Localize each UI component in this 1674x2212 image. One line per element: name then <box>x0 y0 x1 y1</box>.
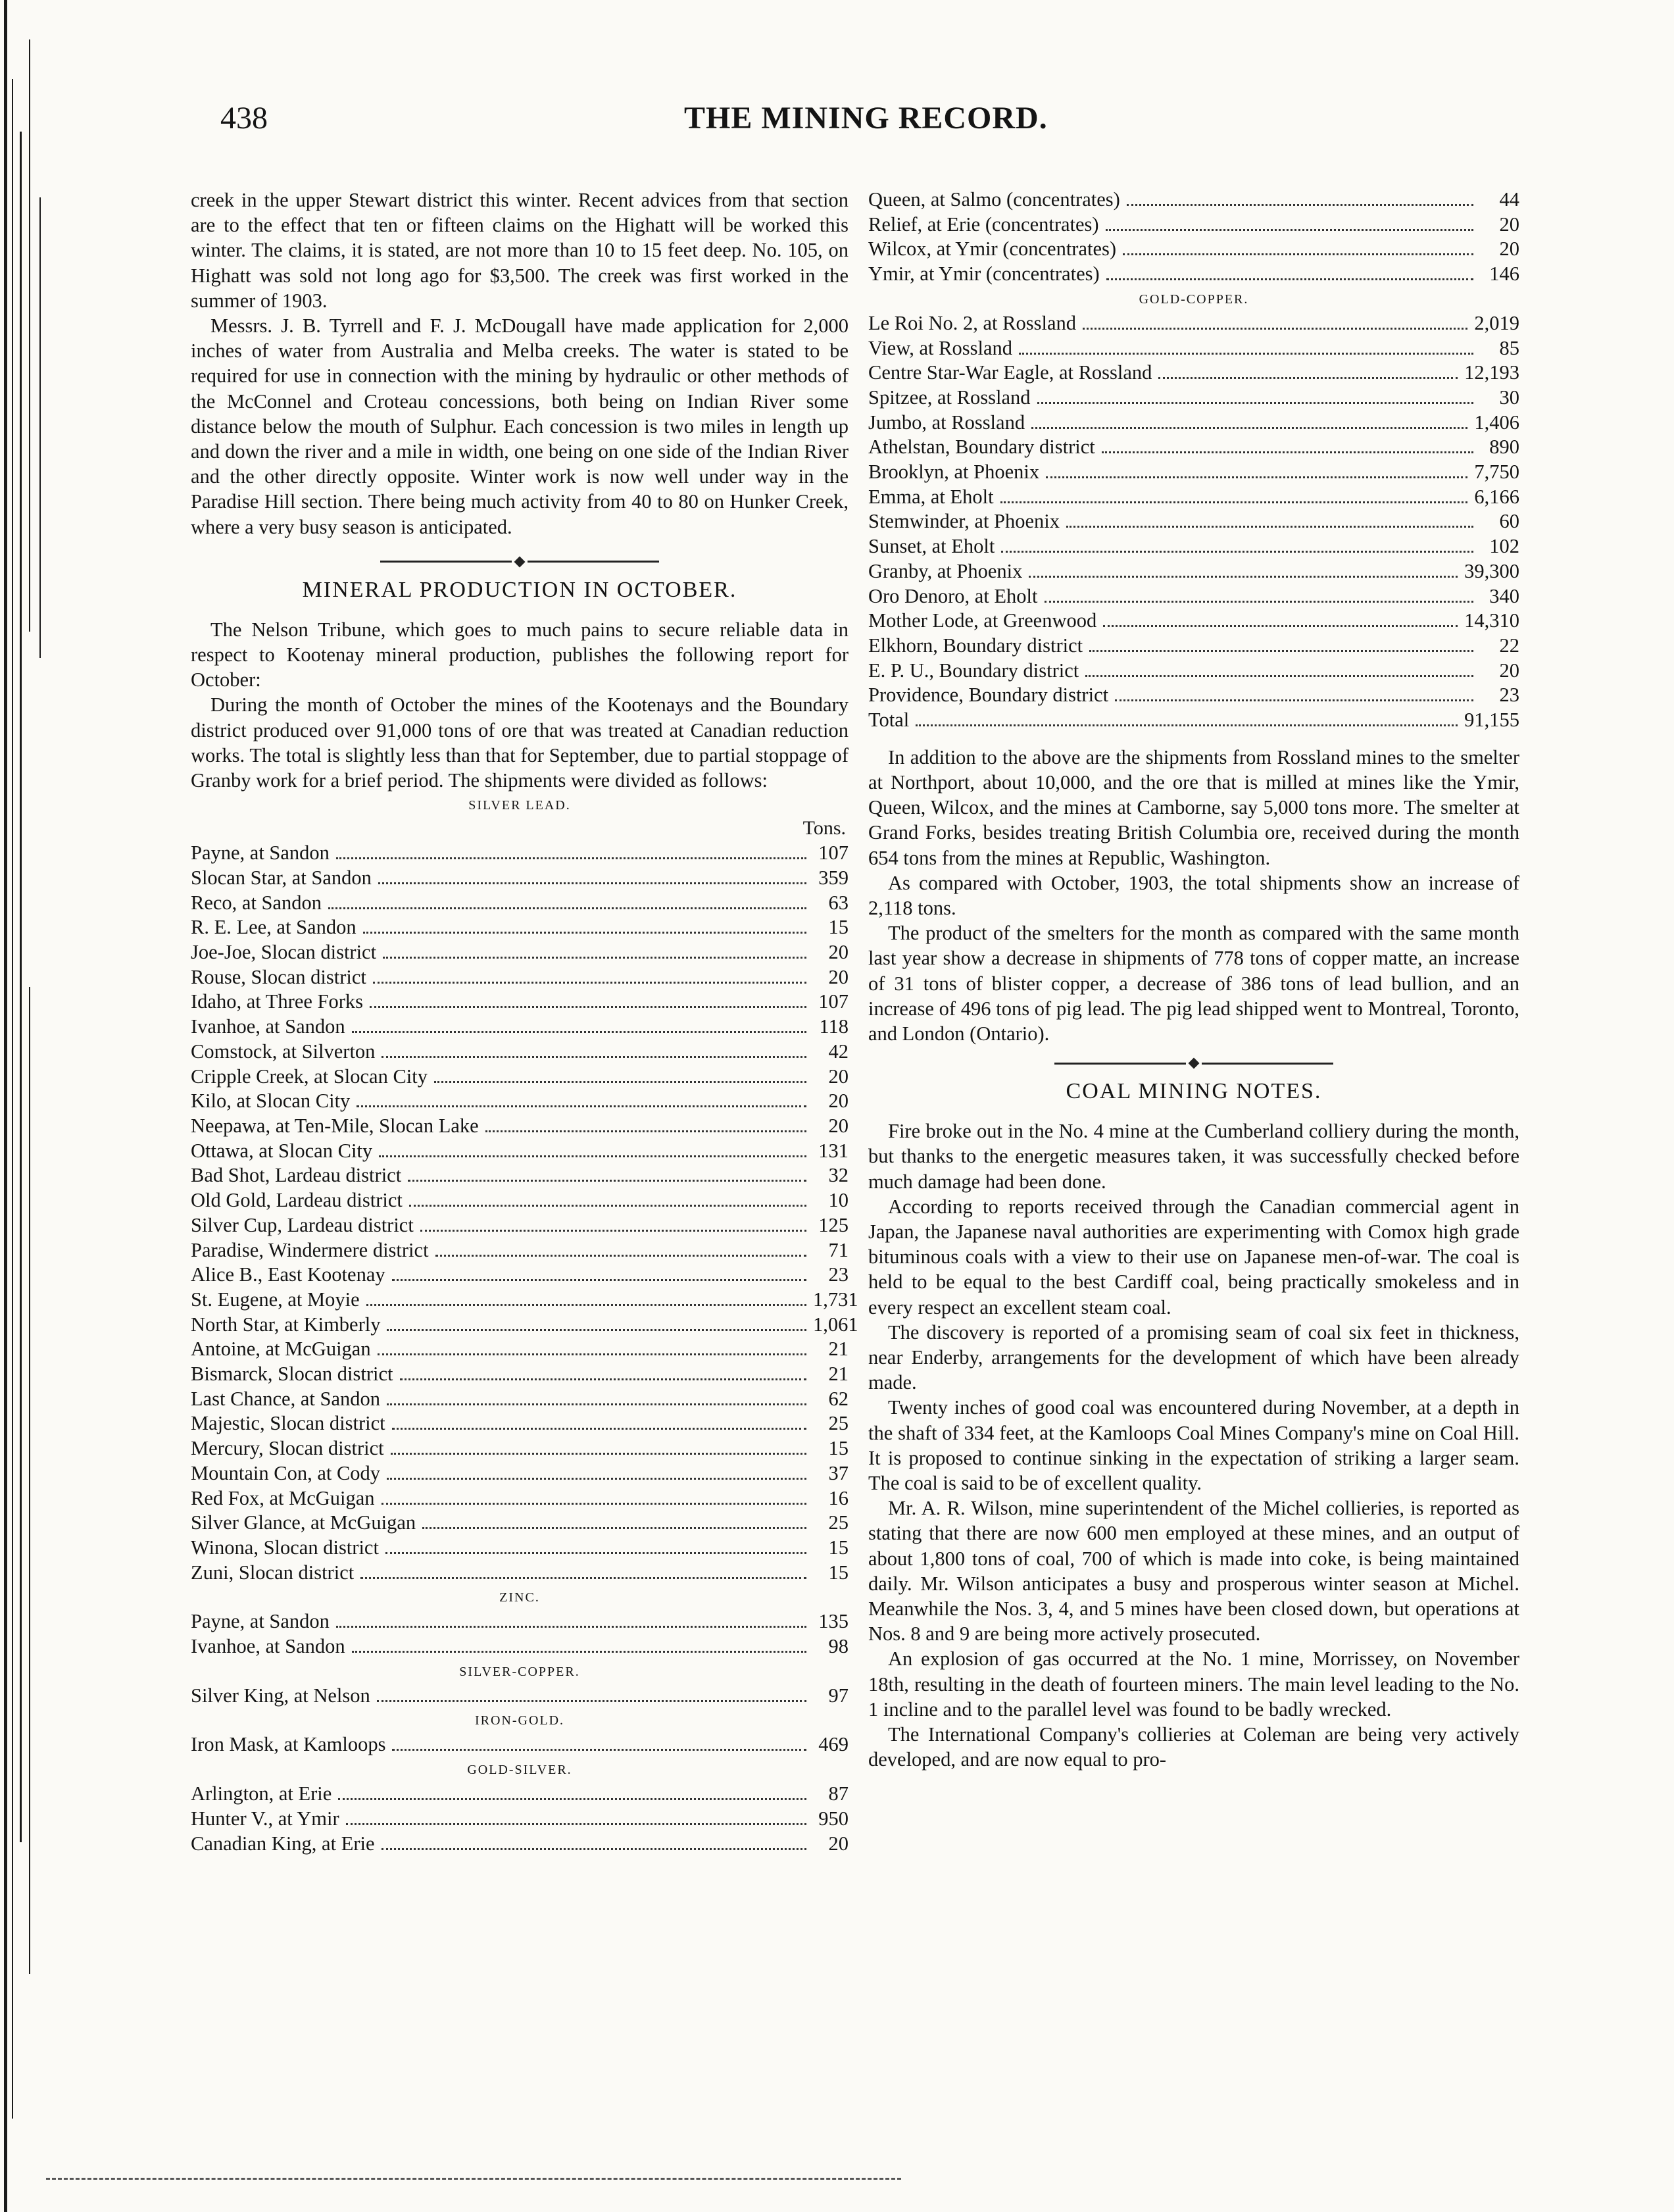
table-row <box>191 1486 849 1511</box>
mine-name: Winona, Slocan district <box>191 1536 379 1559</box>
mine-name: Centre Star-War Eagle, at Rossland <box>868 361 1152 384</box>
paragraph: creek in the upper Stewart district this winter. Recent advices from that section are to the effect that ten or fifteen claims on the Highatt will be worked this winter. The claims, it is stated, are not more than 10 to 15 feet deep. No. 105, on Highatt was sold not long ago for $3,500. The creek was first worked in the summer of 1903. <box>191 189 849 312</box>
mine-name: Stemwinder, at Phoenix <box>868 510 1060 533</box>
tons-value: 359 <box>818 866 849 889</box>
table-row <box>868 311 1519 336</box>
mine-name: Majestic, Slocan district <box>191 1412 385 1435</box>
mine-name: Elkhorn, Boundary district <box>868 634 1083 657</box>
mine-name: Zuni, Slocan district <box>191 1561 355 1584</box>
tons-value: 146 <box>1489 263 1519 286</box>
mine-name: Red Fox, at McGuigan <box>191 1486 375 1509</box>
table-row <box>868 659 1519 684</box>
tons-value: 62 <box>828 1387 849 1410</box>
tons-value: 20 <box>828 965 849 988</box>
tons-value: 20 <box>828 1065 849 1088</box>
tons-value: 23 <box>828 1263 849 1286</box>
table-row <box>868 509 1519 534</box>
category-heading: GOLD-SILVER. <box>467 1763 572 1778</box>
table-row <box>191 866 849 891</box>
table-row <box>191 841 849 866</box>
tons-value: 469 <box>818 1733 849 1756</box>
table-row <box>868 559 1519 584</box>
table-row <box>191 1782 849 1807</box>
shipment-table <box>191 1782 849 1856</box>
paragraph: The discovery is reported of a promising seam of coal six feet in thickness, near Enderby, arrangements for the development of which have been already made. <box>868 1320 1519 1394</box>
tons-value: 14,310 <box>1464 609 1519 632</box>
tons-value: 340 <box>1489 584 1519 607</box>
mine-name: Oro Denoro, at Eholt <box>868 584 1038 607</box>
left-column <box>191 188 858 1856</box>
tons-value: 39,300 <box>1464 559 1519 582</box>
tons-value: 22 <box>1499 634 1519 657</box>
mine-name: Payne, at Sandon <box>191 842 330 865</box>
mine-name: Alice B., East Kootenay <box>191 1263 385 1286</box>
tons-value: 71 <box>828 1238 849 1261</box>
mine-name: Mercury, Slocan district <box>191 1437 384 1460</box>
mine-name: Last Chance, at Sandon <box>191 1387 380 1410</box>
tons-value: 16 <box>828 1486 849 1509</box>
table-row <box>191 1263 849 1288</box>
mine-name: Old Gold, Lardeau district <box>191 1189 403 1212</box>
paragraph: During the month of October the mines of the Kootenays and the Boundary district produced over 91,000 tons of ore that was treated at Canadian reduction works. The total is slightly less than that for September, due to partial stoppage of Granby work for a brief period. The shipments were divided as follows: <box>191 693 849 792</box>
mine-name: Ymir, at Ymir (concentrates) <box>868 263 1100 286</box>
mine-name: R. E. Lee, at Sandon <box>191 916 357 939</box>
table-row <box>191 1436 849 1461</box>
table-row <box>191 1188 849 1213</box>
category-heading: SILVER-COPPER. <box>459 1664 580 1679</box>
table-row <box>191 1238 849 1263</box>
table-row <box>868 634 1519 659</box>
mine-name: Silver Cup, Lardeau district <box>191 1213 414 1236</box>
paragraph: In addition to the above are the shipments from Rossland mines to the smelter at Northport, about 10,000, and the ore that is milled at mines like the Ymir, Queen, Wilcox, and the mines at Camborne, say 5,000 tons more. The smelter at Grand Forks, besides treating British Columbia ore, received during the month 654 tons from the mines at Republic, Washington. <box>868 745 1519 869</box>
tons-value: 20 <box>828 1090 849 1113</box>
mine-name: Sunset, at Eholt <box>868 535 995 558</box>
paragraph: Messrs. J. B. Tyrrell and F. J. McDougall have made application for 2,000 inches of water from Australia and Melba creeks. The water is stated to be required for use in connection with the mining by hydraulic or other methods of the McConnel and Croteau concessions, both being on Indian River some distance below the mouth of Sulphur. Each concession is two miles in length up and down the river and a mile in width, one being on one side of the Indian River and the other directly opposite. Winter work is now well under way in the Paradise Hill section. There being much activity from 40 to 80 on Hunker Creek, where a very busy season is anticipated. <box>191 314 849 538</box>
table-row <box>868 609 1519 634</box>
total-row <box>868 708 1519 733</box>
table-row <box>191 1561 849 1586</box>
shipment-table <box>191 1609 849 1659</box>
mine-name: Ivanhoe, at Sandon <box>191 1635 345 1658</box>
table-row <box>191 1288 858 1313</box>
table-row <box>191 1684 849 1709</box>
table-row <box>868 435 1519 460</box>
shipment-table <box>191 1684 849 1709</box>
tons-value: 135 <box>818 1610 849 1633</box>
table-row <box>191 1732 849 1757</box>
table-row <box>191 1163 849 1188</box>
mine-name: Providence, Boundary district <box>868 684 1109 707</box>
total-label: Total <box>868 709 910 732</box>
paragraph: As compared with October, 1903, the total shipments show an increase of 2,118 tons. <box>868 871 1519 919</box>
tons-value: 102 <box>1489 535 1519 558</box>
section-title: MINERAL PRODUCTION IN OCTOBER. <box>302 577 737 602</box>
tons-value: 37 <box>828 1461 849 1484</box>
table-row <box>191 1337 849 1362</box>
table-row <box>868 386 1519 411</box>
table-row <box>191 1536 849 1561</box>
paragraph: The product of the smelters for the month as compared with the same month last year show a decrease in shipments of 778 tons of copper matte, an increase of 31 tons of blister copper, a decrease of 386 tons of lead bullion, and an increase of 496 tons of pig lead. The pig lead shipped went to Montreal, Toronto, and London (Ontario). <box>868 922 1519 1045</box>
mine-name: Hunter V., at Ymir <box>191 1807 339 1830</box>
mine-name: St. Eugene, at Moyie <box>191 1288 360 1311</box>
mine-name: Payne, at Sandon <box>191 1610 330 1633</box>
table-row <box>191 1634 849 1659</box>
table-row <box>868 336 1519 361</box>
mine-name: Canadian King, at Erie <box>191 1832 375 1855</box>
paragraph: An explosion of gas occurred at the No. 1 mine, Morrissey, on November 18th, resulting in the death of fourteen miners. The main level leading to the No. 1 incline and to the parallel level was found to be badly wrecked. <box>868 1647 1519 1721</box>
category-heading: GOLD-COPPER. <box>1139 291 1249 307</box>
mine-name: Wilcox, at Ymir (concentrates) <box>868 238 1117 261</box>
mine-name: Silver King, at Nelson <box>191 1684 370 1707</box>
tons-value: 21 <box>828 1338 849 1361</box>
tons-value: 25 <box>828 1412 849 1435</box>
mine-name: Mother Lode, at Greenwood <box>868 609 1097 632</box>
paragraph: The International Company's collieries at Coleman are being very actively developed, and are now equal to pro- <box>868 1723 1519 1771</box>
mine-name: Bad Shot, Lardeau district <box>191 1164 402 1187</box>
tons-value: 23 <box>1499 684 1519 707</box>
tons-value: 6,166 <box>1474 485 1519 508</box>
mine-name: Reco, at Sandon <box>191 891 322 914</box>
table-row <box>868 683 1519 708</box>
mine-name: North Star, at Kimberly <box>191 1313 381 1336</box>
tons-value: 2,019 <box>1474 311 1519 334</box>
tons-value: 98 <box>828 1635 849 1658</box>
page-number: 438 <box>220 101 268 136</box>
mine-name: Rouse, Slocan district <box>191 965 366 988</box>
table-row <box>868 213 1519 238</box>
tons-column-header: Tons. <box>802 817 846 840</box>
tons-value: 107 <box>818 990 849 1013</box>
table-row <box>868 584 1519 609</box>
mine-name: Comstock, at Silverton <box>191 1040 376 1063</box>
section-divider <box>191 549 849 575</box>
mine-name: Silver Glance, at McGuigan <box>191 1511 416 1534</box>
table-row <box>868 485 1519 510</box>
paragraph: According to reports received through the Canadian commercial agent in Japan, the Japanese naval authorities are experimenting with Comox high grade bituminous coals with a view to their use on Japanese men-of-war. The coal is held to be equal to the best Cardiff coal, being practically smokeless and in every respect an excellent steam coal. <box>868 1195 1519 1319</box>
table-row <box>868 237 1519 262</box>
mine-name: Neepawa, at Ten-Mile, Slocan Lake <box>191 1115 479 1137</box>
table-row <box>191 965 849 990</box>
tons-value: 12,193 <box>1464 361 1519 384</box>
table-row <box>868 361 1519 386</box>
tons-value: 10 <box>828 1189 849 1212</box>
tons-value: 1,061 <box>813 1313 858 1336</box>
table-row <box>191 1213 849 1238</box>
scan-edge <box>0 0 53 2212</box>
table-row <box>191 1040 849 1065</box>
tons-value: 950 <box>818 1807 849 1830</box>
mine-name: Ivanhoe, at Sandon <box>191 1015 345 1038</box>
table-row <box>191 1511 849 1536</box>
shipment-table <box>868 188 1519 287</box>
tons-value: 125 <box>818 1213 849 1236</box>
table-row <box>868 262 1519 287</box>
table-row <box>191 940 849 965</box>
table-row <box>191 1089 849 1114</box>
table-row <box>868 188 1519 213</box>
table-row <box>191 1411 849 1436</box>
mine-name: E. P. U., Boundary district <box>868 659 1079 682</box>
mine-name: Queen, at Salmo (concentrates) <box>868 188 1120 211</box>
table-row <box>191 1609 849 1634</box>
table-row <box>191 990 849 1015</box>
tons-value: 15 <box>828 916 849 939</box>
tons-value: 131 <box>818 1139 849 1162</box>
category-heading: ZINC. <box>499 1590 540 1605</box>
tons-value: 20 <box>828 941 849 964</box>
tons-value: 85 <box>1499 336 1519 359</box>
right-column <box>868 188 1519 1772</box>
mine-name: Antoine, at McGuigan <box>191 1338 371 1361</box>
tons-value: 20 <box>828 1832 849 1855</box>
paragraph: The Nelson Tribune, which goes to much pains to secure reliable data in respect to Kootenay mineral production, publishes the following report for October: <box>191 618 849 691</box>
mine-name: Kilo, at Slocan City <box>191 1090 351 1113</box>
paragraph: Fire broke out in the No. 4 mine at the Cumberland colliery during the month, but thanks to the energetic measures taken, it was successfully checked before much damage had been done. <box>868 1120 1519 1193</box>
mine-name: Paradise, Windermere district <box>191 1238 429 1261</box>
mine-name: Le Roi No. 2, at Rossland <box>868 311 1076 334</box>
mine-name: Jumbo, at Rossland <box>868 411 1025 434</box>
tons-value: 15 <box>828 1536 849 1559</box>
mine-name: Ottawa, at Slocan City <box>191 1139 373 1162</box>
mine-name: Iron Mask, at Kamloops <box>191 1733 386 1756</box>
table-row <box>191 1139 849 1164</box>
mine-name: Granby, at Phoenix <box>868 559 1023 582</box>
tons-value: 7,750 <box>1474 461 1519 484</box>
tons-value: 44 <box>1499 188 1519 211</box>
tons-value: 20 <box>1499 213 1519 236</box>
total-table <box>868 708 1519 733</box>
mine-name: Slocan Star, at Sandon <box>191 866 372 889</box>
mine-name: Athelstan, Boundary district <box>868 436 1095 459</box>
tons-value: 118 <box>819 1015 849 1038</box>
scan-bottom-rule <box>46 2178 901 2180</box>
tons-value: 97 <box>828 1684 849 1707</box>
table-row <box>191 1313 858 1338</box>
tons-value: 20 <box>828 1115 849 1137</box>
table-row <box>191 915 849 940</box>
mine-name: Bismarck, Slocan district <box>191 1363 393 1386</box>
tons-value: 20 <box>1499 238 1519 261</box>
tons-value: 60 <box>1499 510 1519 533</box>
category-heading: IRON-GOLD. <box>474 1713 565 1728</box>
tons-value: 1,731 <box>813 1288 858 1311</box>
tons-value: 42 <box>828 1040 849 1063</box>
table-row <box>191 1362 849 1387</box>
tons-value: 15 <box>828 1437 849 1460</box>
tons-value: 87 <box>828 1782 849 1805</box>
table-row <box>191 1832 849 1857</box>
category-heading: SILVER LEAD. <box>468 798 571 813</box>
table-row <box>191 1387 849 1412</box>
section-divider <box>868 1050 1519 1076</box>
table-row <box>191 891 849 916</box>
tons-value: 15 <box>828 1561 849 1584</box>
tons-value: 25 <box>828 1511 849 1534</box>
mine-name: Brooklyn, at Phoenix <box>868 461 1040 484</box>
table-row <box>191 1065 849 1090</box>
shipment-table <box>868 311 1519 708</box>
tons-value: 107 <box>818 842 849 865</box>
tons-value: 20 <box>1499 659 1519 682</box>
mine-name: Mountain Con, at Cody <box>191 1461 381 1484</box>
table-row <box>191 1807 849 1832</box>
shipment-table <box>191 1732 849 1757</box>
mine-name: Spitzee, at Rossland <box>868 386 1031 409</box>
paragraph: Mr. A. R. Wilson, mine superintendent of the Michel collieries, is reported as stating that there are now 600 men employed at these mines, and an output of about 1,800 tons of coal, 700 of which is made into coke, is being maintained daily. Mr. Wilson anticipates a busy and prosperous winter season at Michel. Meanwhile the Nos. 3, 4, and 5 mines have been closed down, but operations at Nos. 8 and 9 are being more actively prosecuted. <box>868 1497 1519 1646</box>
table-row <box>868 411 1519 436</box>
table-row <box>191 1461 849 1486</box>
table-row <box>191 1015 849 1040</box>
total-value: 91,155 <box>1464 709 1519 732</box>
shipment-table <box>191 841 858 1585</box>
mine-name: Arlington, at Erie <box>191 1782 332 1805</box>
table-row <box>191 1114 849 1139</box>
mine-name: Relief, at Erie (concentrates) <box>868 213 1099 236</box>
table-row <box>868 534 1519 559</box>
mine-name: View, at Rossland <box>868 336 1012 359</box>
tons-value: 890 <box>1489 436 1519 459</box>
paragraph: Twenty inches of good coal was encountered during November, at a depth in the shaft of 334 feet, at the Kamloops Coal Mines Company's mine on Coal Hill. It is proposed to continue sinking in the expectation of striking a larger seam. The coal is said to be of excellent quality. <box>868 1396 1519 1495</box>
mine-name: Emma, at Eholt <box>868 485 994 508</box>
mine-name: Joe-Joe, Slocan district <box>191 941 377 964</box>
table-row <box>868 460 1519 485</box>
tons-value: 63 <box>828 891 849 914</box>
mine-name: Idaho, at Three Forks <box>191 990 364 1013</box>
running-title: THE MINING RECORD. <box>684 101 1048 136</box>
tons-value: 30 <box>1499 386 1519 409</box>
mine-name: Cripple Creek, at Slocan City <box>191 1065 428 1088</box>
tons-value: 1,406 <box>1474 411 1519 434</box>
tons-value: 21 <box>828 1363 849 1386</box>
section-title: COAL MINING NOTES. <box>1066 1079 1322 1104</box>
tons-value: 32 <box>828 1164 849 1187</box>
